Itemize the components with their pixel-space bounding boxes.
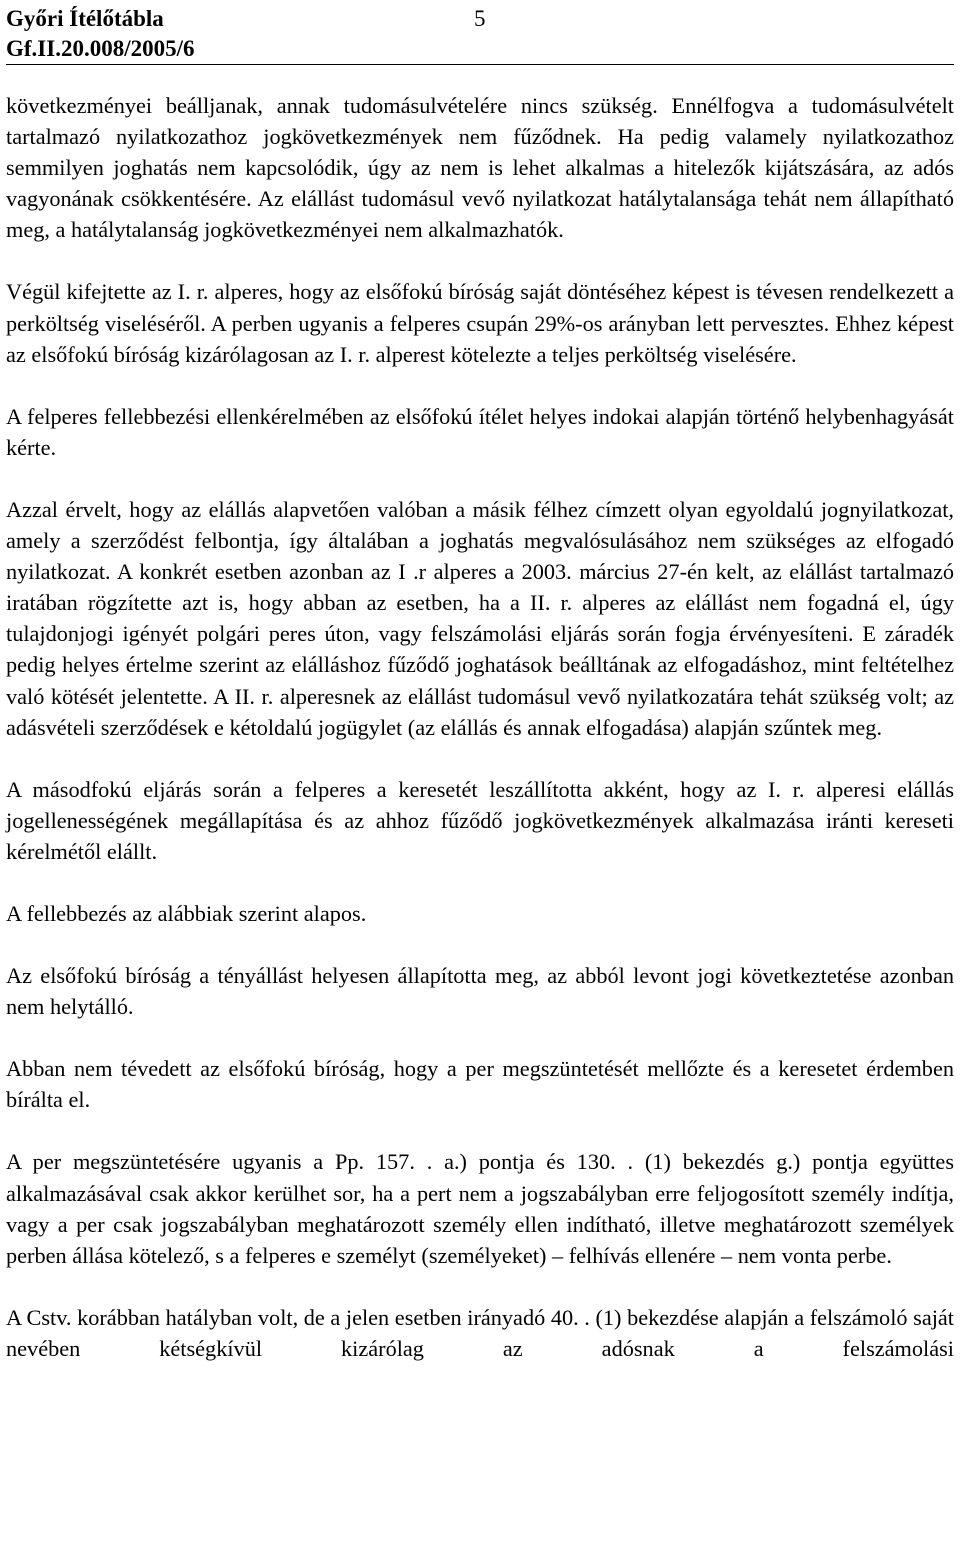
paragraph: A felperes fellebbezési ellenkérelmében az elsőfokú ítélet helyes indokai alapján történő helybenhagyását kérte.: [6, 403, 954, 460]
page-number: 5: [474, 6, 486, 31]
document-body: [6, 90, 954, 1364]
paragraph: A másodfokú eljárás során a felperes a keresetét leszállította akként, hogy az I. r. alperesi elállás jogellenességének megállapítása és az ahhoz fűződő jogkövetkezmények alkalmazása iránti kereseti kérelmétől elállt.: [6, 776, 954, 864]
paragraph: Azzal érvelt, hogy az elállás alapvetően valóban a másik félhez címzett olyan egyoldalú jognyilatkozat, amely a szerződést felbontja, így általában a joghatás megvalósulásához nem szükséges az elfogadó nyilatkozat. A konkrét esetben azonban az I .r alperes a 2003. március 27-én kelt, az elállást tartalmazó iratában rögzítette azt is, hogy abban az esetben, ha a II. r. alperes az elállást nem fogadná el, úgy tulajdonjogi igényét polgári peres úton, vagy felszámolási eljárás során fogja érvényesíteni. E záradék pedig helyes értelme szerint az elálláshoz fűződő joghatások beálltának az elfogadáshoz, mint feltételhez való kötését jelentette. A II. r. alperesnek az elállást tudomásul vevő nyilatkozatára tehát szükség volt; az adásvételi szerződések e kétoldalú jogügylet (az elállás és annak elfogadása) alapján szűntek meg.: [6, 496, 954, 740]
paragraph: Az elsőfokú bíróság a tényállást helyesen állapította meg, az abból levont jogi következtetése azonban nem helytálló.: [6, 963, 954, 1020]
paragraph: A per megszüntetésére ugyanis a Pp. 157. . a.) pontja és 130. . (1) bekezdés g.) pontja együttes alkalmazásával csak akkor kerülhet sor, ha a pert nem a jogszabályban erre feljogosított személy indítja, vagy a per csak jogszabályban meghatározott személy ellen indítható, illetve meghatározott személyek perben állása kötelező, s a felperes e személyt (személyeket) – felhívás ellenére – nem vonta perbe.: [6, 1149, 954, 1268]
paragraph: Abban nem tévedett az elsőfokú bíróság, hogy a per megszüntetését mellőzte és a keresetet érdemben bírálta el.: [6, 1056, 954, 1113]
case-number: Gf.II.20.008/2005/6: [6, 36, 195, 61]
document-page: [6, 0, 954, 1361]
paragraph: A Cstv. korábban hatályban volt, de a jelen esetben irányadó 40. . (1) bekezdése alapján a felszámoló saját nevében kétségkívül kizárólag az adósnak a felszámolási: [6, 1304, 954, 1361]
page-header: [6, 0, 954, 66]
paragraph: A fellebbezés az alábbiak szerint alapos.: [6, 900, 367, 926]
header-divider: [6, 64, 954, 65]
header-court-block: [6, 4, 194, 64]
paragraph: Végül kifejtette az I. r. alperes, hogy az elsőfokú bíróság saját döntéséhez képest is tévesen rendelkezett a perköltség viseléséről. A perben ugyanis a felperes csupán 29%-os arányban lett pervesztes. Ehhez képest az elsőfokú bíróság kizárólagosan az I. r. alperest kötelezte a teljes perköltség viselésére.: [6, 279, 954, 367]
paragraph: következményei beálljanak, annak tudomásulvételére nincs szükség. Ennélfogva a tudomásulvételt tartalmazó nyilatkozathoz jogkövetkezmények nem fűződnek. Ha pedig valamely nyilatkozathoz semmilyen joghatás nem kapcsolódik, úgy az nem is lehet alkalmas a hitelezők kijátszására, az adós vagyonának csökkentésére. Az elállást tudomásul vevő nyilatkozat hatálytalansága tehát nem állapítható meg, a hatálytalanság jogkövetkezményei nem alkalmazhatók.: [6, 93, 954, 243]
court-name: Győri Ítélőtábla: [6, 6, 164, 31]
